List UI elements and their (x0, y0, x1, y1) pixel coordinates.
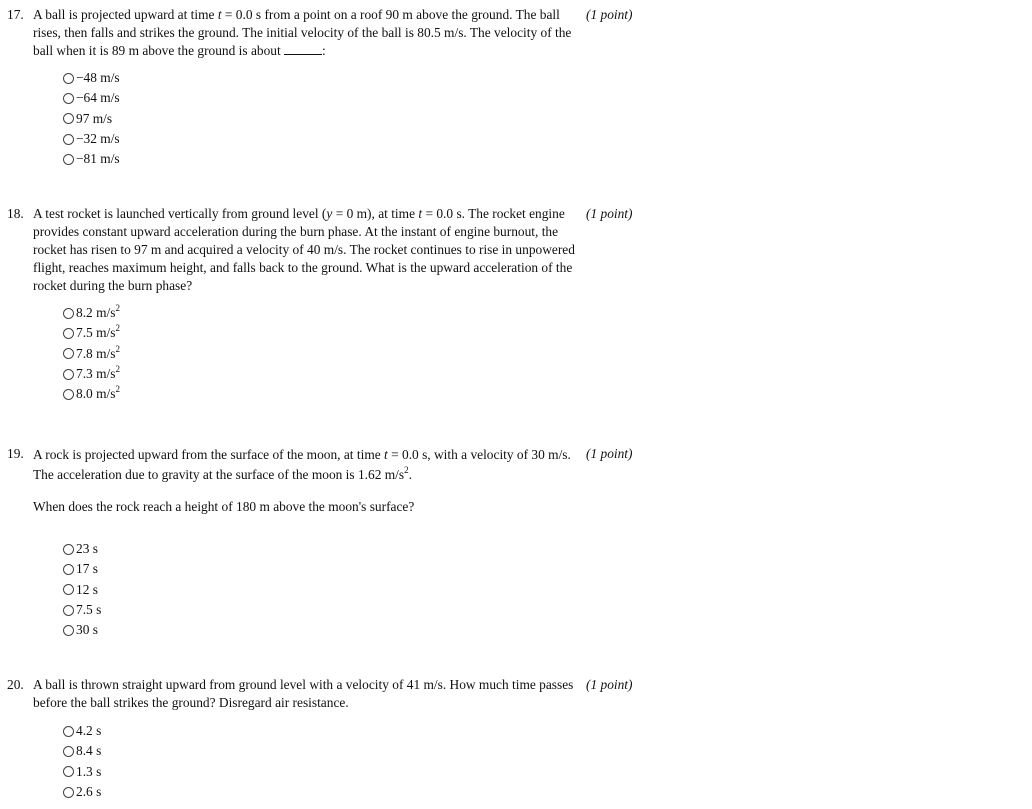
question-text: A ball is projected upward at time t = 0.0 s from a point on a roof 90 m above the ground. The ball rises, then falls and strikes the ground. The initial velocity of the ball is 80.5 m/s. The velocity of the ball when it is 89 m above the ground is about : (33, 7, 572, 58)
question-subtext: When does the rock reach a height of 180 m above the moon's surface? (33, 499, 415, 514)
option-radio[interactable] (63, 620, 101, 640)
option-label: 7.5 $m/s^2$ (76, 323, 120, 341)
radio-icon[interactable] (63, 726, 74, 737)
radio-icon[interactable] (63, 766, 74, 777)
radio-icon[interactable] (63, 369, 74, 380)
radio-icon[interactable] (63, 625, 74, 636)
options-list (63, 303, 120, 404)
radio-icon[interactable] (63, 113, 74, 124)
option-radio[interactable] (63, 364, 120, 384)
radio-icon[interactable] (63, 389, 74, 400)
question-number: 18. (7, 206, 24, 221)
option-label: −48 m/s (76, 70, 120, 86)
radio-icon[interactable] (63, 154, 74, 165)
radio-icon[interactable] (63, 787, 74, 798)
question-number: 20. (7, 677, 24, 692)
option-label: 8.0 $m/s^2$ (76, 384, 120, 402)
question-text: A test rocket is launched vertically from ground level (y = 0 m), at time t = 0.0 s. The rocket engine provides constant upward acceleration during the burn phase. At the instant of engine burnout, the rocket has risen to 97 m and acquired a velocity of 40 m/s. The rocket continues to rise in unpowered flight, reaches maximum height, and falls back to the ground. What is the upward acceleration of the rocket during the burn phase? (33, 206, 575, 293)
options-list (63, 721, 101, 802)
option-label: 17 s (76, 561, 98, 577)
option-label: 12 s (76, 581, 98, 597)
option-label: 8.2 $m/s^2$ (76, 303, 120, 321)
radio-icon[interactable] (63, 93, 74, 104)
option-radio[interactable] (63, 384, 120, 404)
points-label: (1 point) (586, 7, 633, 22)
points-label: (1 point) (586, 206, 633, 221)
option-label: 97 m/s (76, 110, 113, 126)
option-radio[interactable] (63, 303, 120, 323)
question-number: 19. (7, 446, 24, 461)
option-label: 1.3 s (76, 763, 102, 779)
radio-icon[interactable] (63, 134, 74, 145)
option-label: −81 m/s (76, 151, 120, 167)
points-label: (1 point) (586, 677, 633, 692)
radio-icon[interactable] (63, 328, 74, 339)
options-list (63, 68, 120, 169)
radio-icon[interactable] (63, 348, 74, 359)
option-label: 8.4 s (76, 743, 102, 759)
options-list (63, 539, 101, 640)
radio-icon[interactable] (63, 746, 74, 757)
option-radio[interactable] (63, 580, 101, 600)
radio-icon[interactable] (63, 544, 74, 555)
option-label: 7.3 $m/s^2$ (76, 364, 120, 382)
option-radio[interactable] (63, 782, 101, 802)
option-radio[interactable] (63, 741, 101, 761)
option-label: 30 s (76, 622, 98, 638)
question-text: A ball is thrown straight upward from ground level with a velocity of 41 m/s. How much time passes before the ball strikes the ground? Disregard air resistance. (33, 677, 574, 710)
question-text: A rock is projected upward from the surface of the moon, at time t = 0.0 s, with a velocity of 30 m/s. The acceleration due to gravity at the surface of the moon is 1.62 $m/s^2$. (33, 447, 571, 482)
radio-icon[interactable] (63, 605, 74, 616)
radio-icon[interactable] (63, 584, 74, 595)
radio-icon[interactable] (63, 564, 74, 575)
option-radio[interactable] (63, 539, 101, 559)
option-radio[interactable] (63, 68, 120, 88)
option-label: −64 m/s (76, 90, 120, 106)
option-label: 23 s (76, 541, 98, 557)
option-label: 2.6 s (76, 784, 102, 800)
option-radio[interactable] (63, 88, 120, 108)
option-radio[interactable] (63, 344, 120, 364)
option-radio[interactable] (63, 559, 101, 579)
option-radio[interactable] (63, 721, 101, 741)
option-radio[interactable] (63, 129, 120, 149)
option-label: −32 m/s (76, 131, 120, 147)
option-radio[interactable] (63, 323, 120, 343)
radio-icon[interactable] (63, 308, 74, 319)
option-radio[interactable] (63, 600, 101, 620)
option-radio[interactable] (63, 149, 120, 169)
radio-icon[interactable] (63, 73, 74, 84)
points-label: (1 point) (586, 446, 633, 461)
option-label: 7.8 $m/s^2$ (76, 343, 120, 361)
option-label: 7.5 s (76, 602, 102, 618)
option-label: 4.2 s (76, 723, 102, 739)
option-radio[interactable] (63, 109, 120, 129)
option-radio[interactable] (63, 762, 101, 782)
answer-blank (284, 42, 322, 55)
question-number: 17. (7, 7, 24, 22)
